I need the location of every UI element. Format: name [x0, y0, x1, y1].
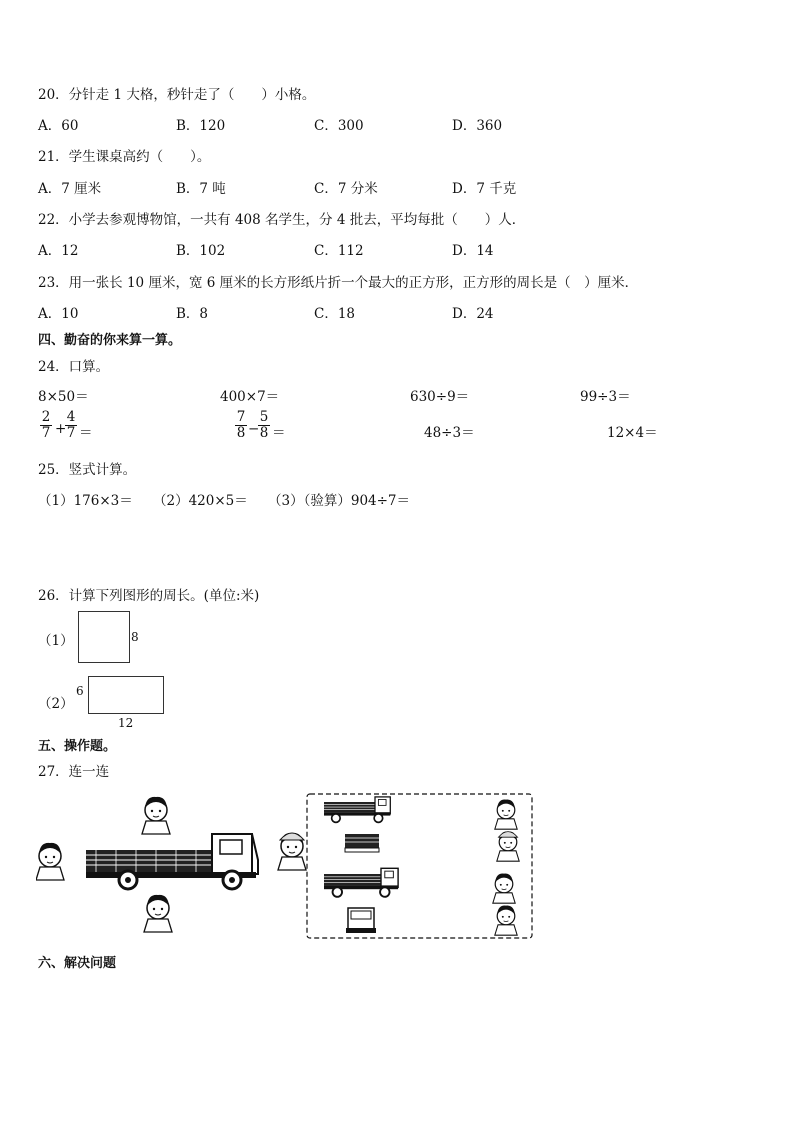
truck-side-view-2-icon	[324, 868, 398, 897]
matching-illustration	[36, 788, 536, 940]
boy-right-icon	[278, 833, 306, 870]
q25-stem: 25．竖式计算。	[38, 462, 137, 478]
boy-cap-option-icon	[497, 832, 519, 862]
q23-stem: 23．用一张长 10 厘米，宽 6 厘米的长方形纸片折一个最大的正方形，正方形的周长是（ ）厘米．	[38, 275, 639, 291]
q24-stem: 24．口算。	[38, 359, 110, 375]
square-side-label: 8	[131, 630, 139, 644]
equals-sign: ＝	[79, 425, 93, 441]
q21-option-c: C．7 分米	[314, 181, 378, 197]
boy-option-icon	[493, 874, 515, 904]
minus-sign: −	[248, 421, 260, 437]
q25-items: （1）176×3＝ （2）420×5＝ （3）（验算）904÷7＝	[38, 493, 411, 509]
q24-item-1: 8×50＝	[38, 389, 89, 405]
q26-part-2-label: （2）	[38, 696, 74, 712]
q24-item-8: 12×4＝	[607, 425, 658, 441]
equals-sign: ＝	[272, 425, 286, 441]
truck-front-view-icon	[346, 908, 376, 933]
girl-bottom-icon	[144, 895, 172, 932]
q24-item-3: 630÷9＝	[410, 389, 470, 405]
section-5-heading: 五、操作题。	[38, 739, 117, 754]
q22-option-d: D．14	[452, 243, 494, 259]
q24-item-7: 48÷3＝	[424, 425, 475, 441]
q21-option-b: B．7 吨	[176, 181, 226, 197]
section-6-heading: 六、解决问题	[38, 956, 117, 971]
rectangle-length-label: 12	[118, 716, 134, 730]
q23-option-c: C．18	[314, 306, 356, 322]
truck-top-view-icon	[345, 834, 379, 852]
q23-option-a: A．10	[38, 306, 79, 322]
square-figure	[78, 611, 130, 663]
q20-option-c: C．300	[314, 118, 364, 134]
q22-stem: 22．小学去参观博物馆，一共有 408 名学生，分 4 批去，平均每批（ ）人．	[38, 212, 526, 228]
q20-option-d: D．360	[452, 118, 503, 134]
q21-option-d: D．7 千克	[452, 181, 517, 197]
section-4-heading: 四、勤奋的你来算一算。	[38, 333, 182, 348]
q21-option-a: A．7 厘米	[38, 181, 102, 197]
q20-option-b: B．120	[176, 118, 226, 134]
q23-option-b: B．8	[176, 306, 209, 322]
girl-option-icon	[495, 800, 517, 830]
fraction-2-7: 2 7	[41, 409, 51, 441]
plus-sign: +	[55, 421, 67, 437]
q22-option-a: A．12	[38, 243, 79, 259]
girl-option-2-icon	[495, 906, 517, 936]
q20-stem: 20．分针走 1 大格，秒针走了（ ）小格。	[38, 87, 316, 103]
girl-top-icon	[142, 797, 170, 834]
rectangle-figure	[88, 676, 164, 714]
q23-option-d: D．24	[452, 306, 494, 322]
q20-option-a: A．60	[38, 118, 79, 134]
q22-option-c: C．112	[314, 243, 364, 259]
q21-stem: 21．学生课桌高约（ ）。	[38, 149, 211, 165]
fraction-4-7: 4 7	[66, 409, 76, 441]
fraction-5-8: 5 8	[259, 409, 269, 441]
q26-part-1-label: （1）	[38, 633, 74, 649]
truck-side-view-icon	[324, 797, 390, 823]
q22-option-b: B．102	[176, 243, 226, 259]
q24-item-4: 99÷3＝	[580, 389, 631, 405]
truck-icon	[86, 834, 258, 889]
q27-stem: 27．连一连	[38, 764, 110, 780]
q24-item-2: 400×7＝	[220, 389, 280, 405]
fraction-7-8: 7 8	[236, 409, 246, 441]
rectangle-width-label: 6	[76, 684, 84, 698]
boy-left-icon	[36, 843, 64, 880]
q26-stem: 26．计算下列图形的周长。(单位:米)	[38, 588, 260, 604]
